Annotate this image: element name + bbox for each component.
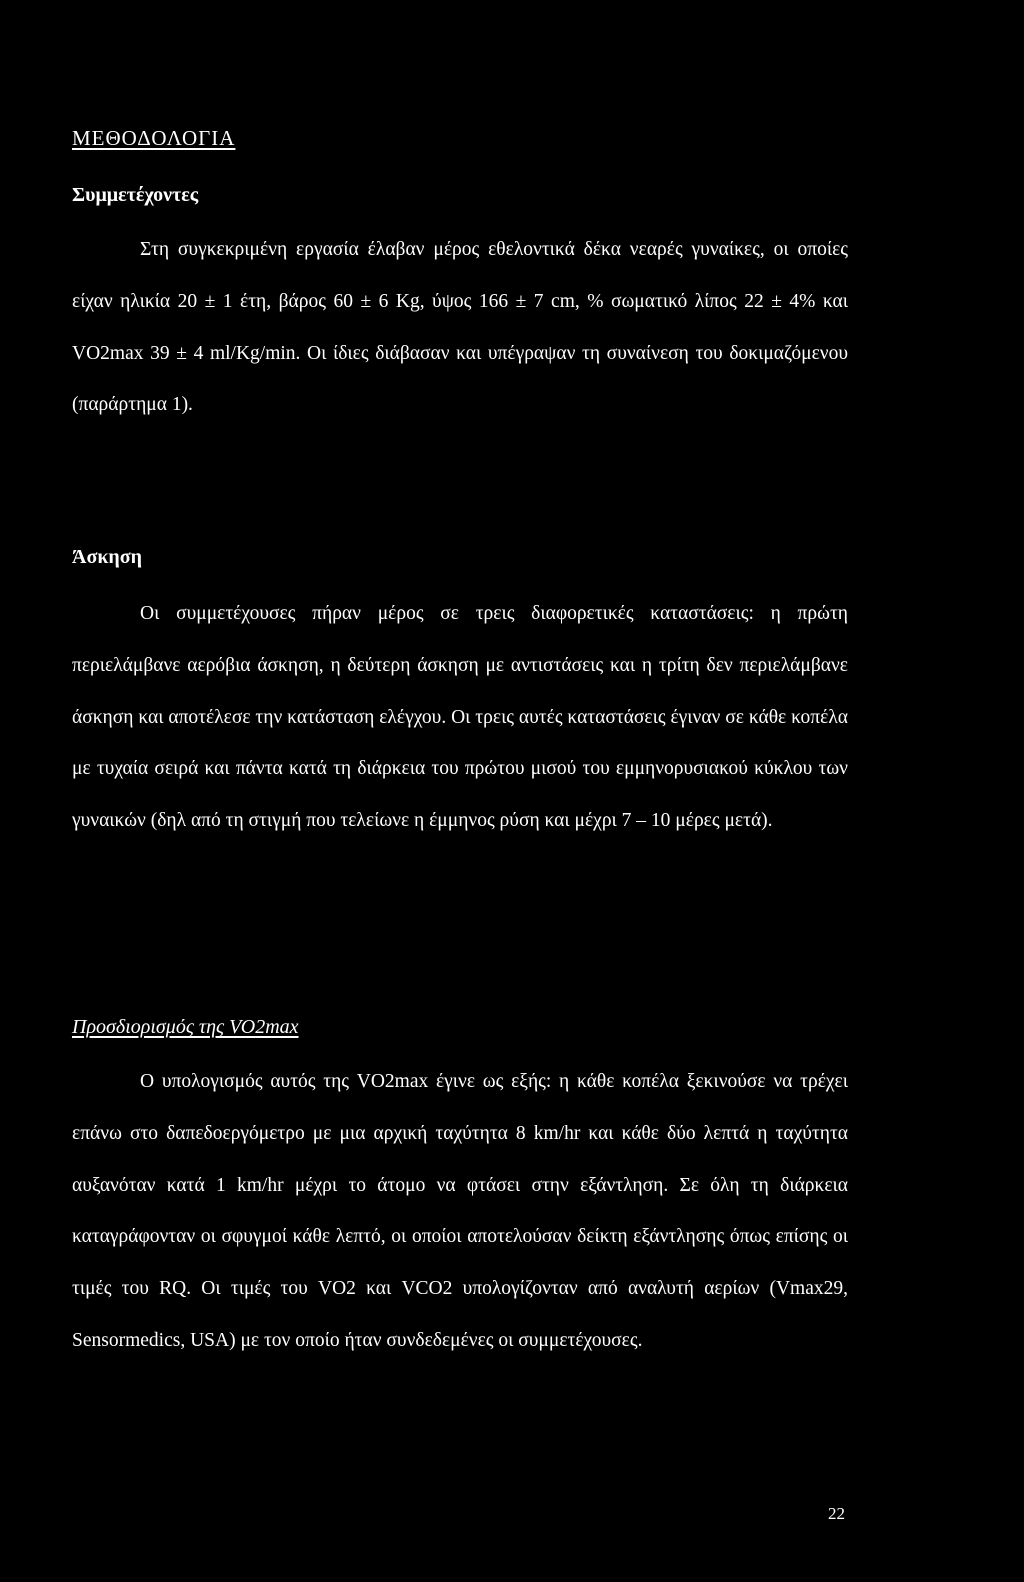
paragraph-vo2max: Ο υπολογισμός αυτός της VO2max έγινε ως εξής: η κάθε κοπέλα ξεκινούσε να τρέχει επάνω στο δαπεδοεργόμετρο με μια αρχική ταχύτητα 8 km/hr και κάθε δύο λεπτά η ταχύτητα αυξανόταν κατά 1 km/hr μέχρι το άτομο να φτάσει στην εξάντληση. Σε όλη τη διάρκεια καταγράφονταν οι σφυγμοί κάθε λεπτό, οι οποίοι αποτελούσαν δείκτη εξάντλησης όπως επίσης οι τιμές του RQ. Οι τιμές του VO2 και VCO2 υπολογίζονταν από αναλυτή αερίων (Vmax29, Sensormedics, USA) με τον οποίο ήταν συνδεδεμένες οι συμμετέχουσες. — [72, 1071, 848, 1351]
paragraph-exercise: Οι συμμετέχουσες πήραν μέρος σε τρεις διαφορετικές καταστάσεις: η πρώτη περιελάμβανε αερόβια άσκηση, η δεύτερη άσκηση με αντιστάσεις και η τρίτη δεν περιελάμβανε άσκηση και αποτέλεσε την κατάσταση ελέγχου. Οι τρεις αυτές καταστάσεις έγιναν σε κάθε κοπέλα με τυχαία σειρά και πάντα κατά τη διάρκεια του πρώτου μισού του εμμηνορυσιακού κύκλου των γυναικών (δηλ από τη στιγμή που τελείωνε η έμμηνος ρύση και μέχρι 7 – 10 μέρες μετά). — [72, 603, 848, 832]
page-number: 22 — [828, 1504, 845, 1523]
paragraph-participants: Στη συγκεκριμένη εργασία έλαβαν μέρος εθελοντικά δέκα νεαρές γυναίκες, οι οποίες είχαν ηλικία 20 ± 1 έτη, βάρος 60 ± 6 Kg, ύψος 166 ± 7 cm, % σωματικό λίπος 22 ± 4% και VO2max 39 ± 4 ml/Kg/min. Οι ίδιες διάβασαν και υπέγραψαν τη συναίνεση του δοκιμαζόμενου (παράρτημα 1). — [72, 239, 848, 416]
main-heading: ΜΕΘΟΔΟΛΟΓΙΑ — [72, 126, 236, 150]
section-heading-exercise: Άσκηση — [72, 546, 143, 568]
section-heading-participants: Συμμετέχοντες — [72, 184, 199, 206]
section-heading-vo2max: Προσδιορισμός της VO2max — [72, 1016, 299, 1038]
